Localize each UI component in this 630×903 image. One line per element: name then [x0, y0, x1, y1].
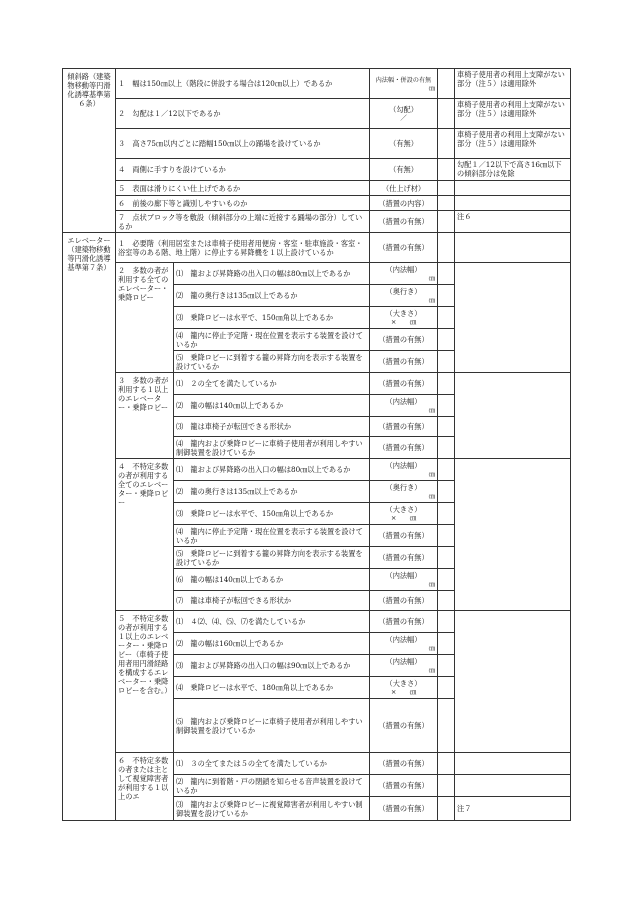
item-g4-4: ⑷ 籠内に停止予定階・現在位置を表示する装置を設けているか [174, 525, 370, 547]
mark-ramp-7[interactable] [438, 211, 455, 233]
check-ramp-1: 内法幅・併設の有無 ㎝ [370, 69, 438, 99]
check-g4-6: （内法幅） ㎝ [370, 569, 438, 591]
mark-g3-1[interactable] [438, 373, 455, 395]
mark-g6-2[interactable] [438, 775, 455, 797]
note-g4 [455, 459, 571, 611]
mark-g2-1[interactable] [438, 263, 455, 285]
check-g2-2: （奥行き） ㎝ [370, 285, 438, 307]
mark-g3-3[interactable] [438, 417, 455, 437]
mark-g2-2[interactable] [438, 285, 455, 307]
group-label-2: ２ 多数の者が利用する全てのエレベーター・乗降ロビー [116, 263, 174, 373]
mark-g4-1[interactable] [438, 459, 455, 481]
item-elev-1: １ 必要階（利用居室または車椅子使用者用便房・客室・駐車施設・客室・浴室等のある階、地上階）に停止する昇降機を１以上設けているか [116, 233, 370, 263]
check-g2-1: （内法幅） ㎝ [370, 263, 438, 285]
group-label-6: ６ 不特定多数の者または主として視覚障害者が利用する１以上のエ [116, 753, 174, 821]
note-g5 [455, 611, 571, 753]
check-ramp-2: （勾配） ／ [370, 99, 438, 129]
check-g3-2: （内法幅） ㎝ [370, 395, 438, 417]
check-g2-4: （措置の有無） [370, 329, 438, 351]
item-g5-5: ⑸ 籠内および乗降ロビーに車椅子使用者が利用しやすい制御装置を設けているか [174, 699, 370, 753]
item-g3-2: ⑵ 籠の幅は140㎝以上であるか [174, 395, 370, 417]
item-g4-5: ⑸ 乗降ロビーに到着する籠の昇降方向を表示する装置を設けているか [174, 547, 370, 569]
item-g4-6: ⑹ 籠の幅は140㎝以上であるか [174, 569, 370, 591]
note-g6-1 [455, 753, 571, 775]
item-g3-4: ⑷ 籠内および乗降ロビーに車椅子使用者が利用しやすい制御装置を設けているか [174, 437, 370, 459]
check-g5-3: （内法幅） ㎝ [370, 655, 438, 677]
item-g3-3: ⑶ 籠は車椅子が転回できる形状か [174, 417, 370, 437]
mark-ramp-1[interactable] [438, 69, 455, 99]
item-g6-3: ⑶ 籠内および乗降ロビーに視覚障害者が利用しやすい制御装置を設けているか [174, 797, 370, 821]
item-g2-5: ⑸ 乗降ロビーに到着する籠の昇降方向を表示する装置を設けているか [174, 351, 370, 373]
note-g2 [455, 263, 571, 373]
mark-elev-1[interactable] [438, 233, 455, 263]
item-ramp-3: ３ 高さ75㎝以内ごとに踏幅150㎝以上の踊場を設けているか [116, 129, 370, 159]
check-g6-2: （措置の有無） [370, 775, 438, 797]
check-g5-1: （措置の有無） [370, 611, 438, 633]
check-ramp-6: （措置の内容） [370, 196, 438, 211]
check-g3-1: （措置の有無） [370, 373, 438, 395]
mark-g6-3[interactable] [438, 797, 455, 821]
check-g4-5: （措置の有無） [370, 547, 438, 569]
item-g4-3: ⑶ 乗降ロビーは水平で、150㎝角以上であるか [174, 503, 370, 525]
item-ramp-1: １ 幅は150㎝以上（階段に併設する場合は120㎝以上）であるか [116, 69, 370, 99]
note-ramp-7: 注６ [455, 211, 571, 233]
item-g4-1: ⑴ 籠および昇降路の出入口の幅は80㎝以上であるか [174, 459, 370, 481]
mark-ramp-3[interactable] [438, 129, 455, 159]
mark-ramp-2[interactable] [438, 99, 455, 129]
check-g2-3: （大きさ） × ㎝ [370, 307, 438, 329]
group-label-5: ５ 不特定多数の者が利用する１以上のエレベーター・乗降ロビー（車椅子使用者用円滑経路を構成するエレベーター・乗降ロビーを含む。） [116, 611, 174, 753]
mark-ramp-6[interactable] [438, 196, 455, 211]
note-ramp-1: 車椅子使用者の利用上支障がない部分（注５）は適用除外 [455, 69, 571, 99]
mark-g2-5[interactable] [438, 351, 455, 373]
item-g2-2: ⑵ 籠の奥行きは135㎝以上であるか [174, 285, 370, 307]
mark-g5-3[interactable] [438, 655, 455, 677]
note-ramp-3: 車椅子使用者の利用上支障がない部分（注５）は適用除外 [455, 129, 571, 159]
mark-g6-1[interactable] [438, 753, 455, 775]
item-ramp-2: ２ 勾配は１／12以下であるか [116, 99, 370, 129]
checklist-table [62, 68, 571, 821]
check-g6-3: （措置の有無） [370, 797, 438, 821]
mark-g2-3[interactable] [438, 307, 455, 329]
group-label-4: ４ 不特定多数の者が利用する全てのエレベーター・乗降ロビー [116, 459, 174, 611]
item-g5-3: ⑶ 籠および昇降路の出入口の幅は90㎝以上であるか [174, 655, 370, 677]
check-elev-1: （措置の有無） [370, 233, 438, 263]
mark-g4-4[interactable] [438, 525, 455, 547]
check-ramp-5: （仕上げ材） [370, 181, 438, 196]
note-ramp-5 [455, 181, 571, 196]
mark-g2-4[interactable] [438, 329, 455, 351]
note-elev-1 [455, 233, 571, 263]
check-g4-4: （措置の有無） [370, 525, 438, 547]
note-g6-2 [455, 775, 571, 797]
check-g2-5: （措置の有無） [370, 351, 438, 373]
note-ramp-2: 車椅子使用者の利用上支障がない部分（注５）は適用除外 [455, 99, 571, 129]
mark-g5-2[interactable] [438, 633, 455, 655]
mark-g5-5[interactable] [438, 699, 455, 753]
mark-g4-7[interactable] [438, 591, 455, 611]
note-g6-3: 注７ [455, 797, 571, 821]
item-g5-2: ⑵ 籠の幅は160㎝以上であるか [174, 633, 370, 655]
check-g4-3: （大きさ） × ㎝ [370, 503, 438, 525]
item-ramp-7: ７ 点状ブロック等を敷設（傾斜部分の上端に近接する踊場の部分）しているか [116, 211, 370, 233]
mark-g5-4[interactable] [438, 677, 455, 699]
note-ramp-6 [455, 196, 571, 211]
mark-g4-5[interactable] [438, 547, 455, 569]
mark-g4-6[interactable] [438, 569, 455, 591]
check-ramp-7: （措置の有無） [370, 211, 438, 233]
item-g6-2: ⑵ 籠内に到着階・戸の閉鎖を知らせる音声装置を設けているか [174, 775, 370, 797]
item-ramp-5: ５ 表面は滑りにくい仕上げであるか [116, 181, 370, 196]
item-g4-2: ⑵ 籠の奥行きは135㎝以上であるか [174, 481, 370, 503]
item-g2-4: ⑷ 籠内に停止予定階・現在位置を表示する装置を設けているか [174, 329, 370, 351]
item-g4-7: ⑺ 籠は車椅子が転回できる形状か [174, 591, 370, 611]
check-ramp-4: （有無） [370, 159, 438, 181]
item-ramp-6: ６ 前後の廊下等と識別しやすいものか [116, 196, 370, 211]
check-g4-7: （措置の有無） [370, 591, 438, 611]
item-g2-1: ⑴ 籠および昇降路の出入口の幅は80㎝以上であるか [174, 263, 370, 285]
check-g4-1: （内法幅） ㎝ [370, 459, 438, 481]
item-g2-3: ⑶ 乗降ロビーは水平で、150㎝角以上であるか [174, 307, 370, 329]
mark-g3-4[interactable] [438, 437, 455, 459]
mark-g4-3[interactable] [438, 503, 455, 525]
check-g4-2: （奥行き） ㎝ [370, 481, 438, 503]
item-g5-1: ⑴ ４⑵、⑷、⑸、⑺を満たしているか [174, 611, 370, 633]
item-g3-1: ⑴ ２の全てを満たしているか [174, 373, 370, 395]
check-g5-4: （大きさ） × ㎝ [370, 677, 438, 699]
mark-ramp-5[interactable] [438, 181, 455, 196]
category-elevator: エレベーター（建築物移動等円滑化誘導基準第７条） [63, 233, 116, 821]
check-g3-4: （措置の有無） [370, 437, 438, 459]
mark-g5-1[interactable] [438, 611, 455, 633]
item-g5-4: ⑷ 乗降ロビーは水平で、180㎝角以上であるか [174, 677, 370, 699]
check-g3-3: （措置の有無） [370, 417, 438, 437]
mark-g3-2[interactable] [438, 395, 455, 417]
category-ramp: 傾斜路（建築物移動等円滑化誘導基準第６条） [63, 69, 116, 233]
mark-ramp-4[interactable] [438, 159, 455, 181]
note-g3 [455, 373, 571, 459]
note-ramp-4: 勾配１／12以下で高さ16㎝以下の傾斜部分は免除 [455, 159, 571, 181]
group-label-3: ３ 多数の者が利用する１以上のエレベーター・乗降ロビー [116, 373, 174, 459]
check-g5-2: （内法幅） ㎝ [370, 633, 438, 655]
check-g5-5: （措置の有無） [370, 699, 438, 753]
check-g6-1: （措置の有無） [370, 753, 438, 775]
check-ramp-3: （有無） [370, 129, 438, 159]
item-ramp-4: ４ 両側に手すりを設けているか [116, 159, 370, 181]
item-g6-1: ⑴ ３の全てまたは５の全てを満たしているか [174, 753, 370, 775]
mark-g4-2[interactable] [438, 481, 455, 503]
